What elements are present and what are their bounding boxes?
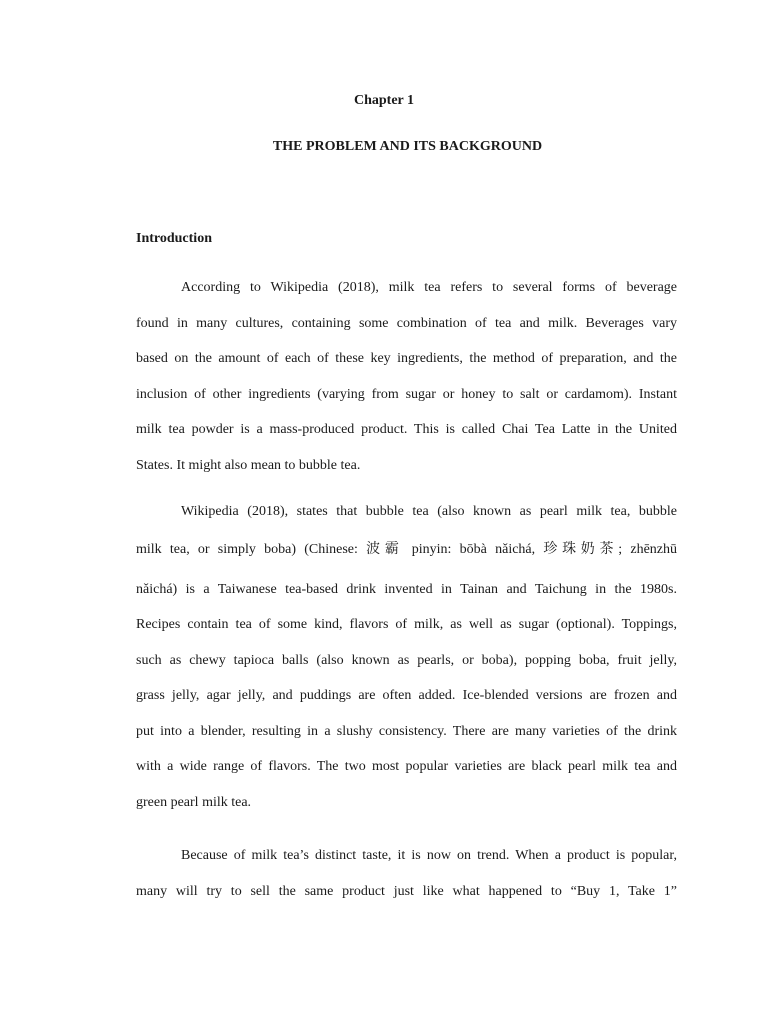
paragraph-line: put into a blender, resulting in a slushy consistency. There are many varieties of the drink [136, 723, 677, 739]
paragraph-line: nǎichá) is a Taiwanese tea-based drink invented in Tainan and Taichung in the 1980s. [136, 581, 677, 597]
paragraph-line: grass jelly, agar jelly, and puddings are often added. Ice-blended versions are frozen and [136, 688, 677, 703]
paragraph-line: such as chewy tapioca balls (also known as pearls, or boba), popping boba, fruit jelly, [136, 652, 677, 668]
paragraph-line: with a wide range of flavors. The two most popular varieties are black pearl milk tea and [136, 759, 677, 774]
paragraph-line: many will try to sell the same product just like what happened to “Buy 1, Take 1” [136, 883, 677, 899]
paragraph-line: Recipes contain tea of some kind, flavors of milk, as well as sugar (optional). Toppings, [136, 617, 677, 632]
paragraph-line: based on the amount of each of these key ingredients, the method of preparation, and the [136, 351, 677, 366]
section-heading: Introduction [136, 231, 212, 246]
paragraph-line: found in many cultures, containing some combination of tea and milk. Beverages vary [136, 315, 677, 331]
paragraph-1 [136, 278, 677, 491]
chapter-title: THE PROBLEM AND ITS BACKGROUND [272, 139, 543, 154]
paragraph-line: States. It might also mean to bubble tea. [136, 457, 361, 473]
paragraph-2 [136, 502, 677, 828]
chapter-number: Chapter 1 [353, 93, 415, 108]
paragraph-line: According to Wikipedia (2018), milk tea refers to several forms of beverage [181, 280, 677, 295]
paragraph-3 [136, 846, 677, 917]
paragraph-line: green pearl milk tea. [136, 794, 252, 810]
paragraph-line: milk tea powder is a mass-produced product. This is called Chai Tea Latte in the United [136, 422, 677, 437]
paragraph-line: milk tea, or simply boba) (Chinese: 波霸 pinyin: bōbà nǎichá, 珍珠奶茶; zhēnzhū [136, 541, 677, 557]
paragraph-line: Wikipedia (2018), states that bubble tea (also known as pearl milk tea, bubble [181, 504, 677, 519]
paragraph-line: inclusion of other ingredients (varying from sugar or honey to salt or cardamom). Instant [136, 386, 677, 402]
paragraph-line: Because of milk tea’s distinct taste, it is now on trend. When a product is popular, [181, 848, 677, 863]
